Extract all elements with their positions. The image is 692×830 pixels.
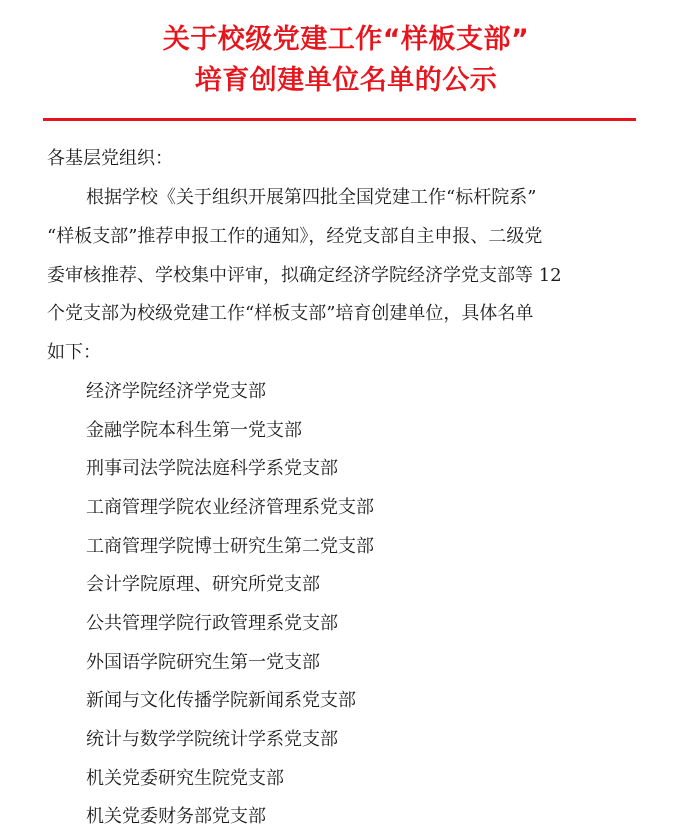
list-item: 工商管理学院农业经济管理系党支部	[86, 497, 374, 518]
body-line-4: 个党支部为校级党建工作“样板支部”培育创建单位，具体名单	[47, 303, 534, 324]
list-item: 经济学院经济学党支部	[86, 381, 266, 402]
title-line-1: 关于校级党建工作“样板支部”	[162, 24, 530, 55]
list-item: 工商管理学院博士研究生第二党支部	[86, 536, 374, 557]
list-item: 机关党委研究生院党支部	[86, 768, 284, 789]
list-item: 公共管理学院行政管理系党支部	[86, 613, 338, 634]
list-item: 会计学院原理、研究所党支部	[86, 574, 320, 595]
title-line-2: 培育创建单位名单的公示	[194, 65, 498, 96]
body-line-5: 如下：	[47, 342, 101, 363]
list-item: 外国语学院研究生第一党支部	[86, 652, 320, 673]
red-divider-rule	[43, 118, 636, 121]
salutation: 各基层党组织：	[47, 148, 173, 169]
list-item: 刑事司法学院法庭科学系党支部	[86, 458, 338, 479]
body-line-3: 委审核推荐、学校集中评审，拟确定经济学院经济学党支部等 12	[47, 265, 562, 286]
list-item: 机关党委财务部党支部	[86, 806, 266, 827]
list-item: 金融学院本科生第一党支部	[86, 420, 302, 441]
body-line-2: “样板支部”推荐申报工作的通知》，经党支部自主申报、二级党	[47, 226, 543, 247]
list-item: 统计与数学学院统计学系党支部	[86, 729, 338, 750]
body-line-1: 根据学校《关于组织开展第四批全国党建工作“标杆院系”	[86, 187, 537, 208]
list-item: 新闻与文化传播学院新闻系党支部	[86, 690, 356, 711]
